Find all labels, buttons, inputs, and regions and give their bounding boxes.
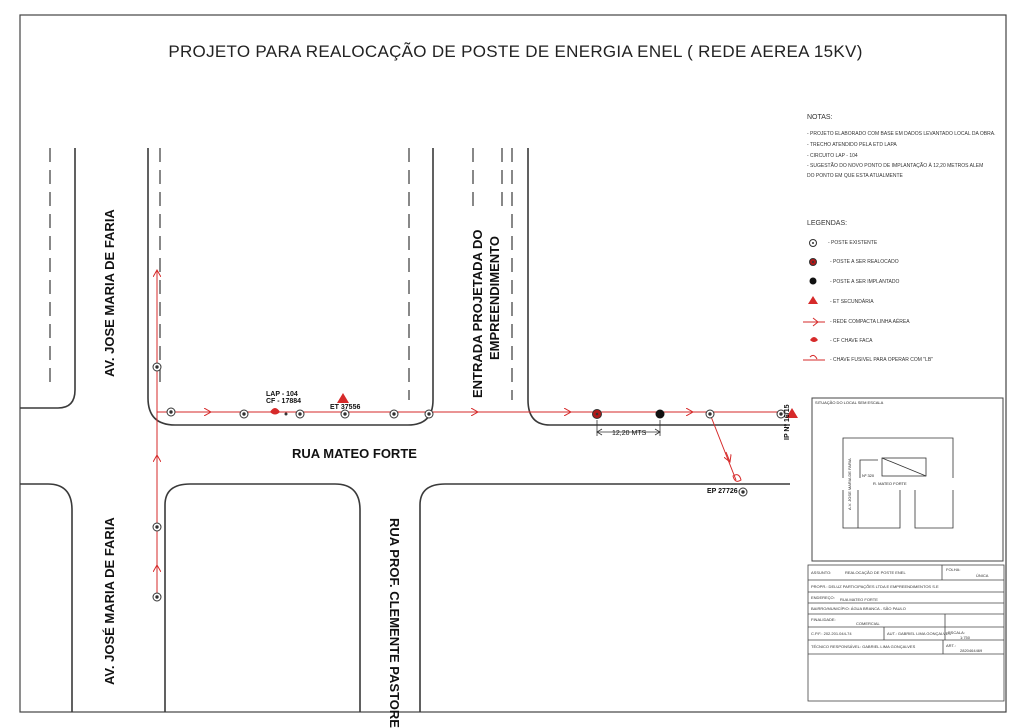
- pole-existing: [240, 410, 248, 418]
- pole-existing: [739, 488, 747, 496]
- label-ip: IP Nº 16/15: [784, 404, 791, 440]
- note-item: - PROJETO ELABORADO COM BASE EM DADOS LEVANTADO LOCAL DA OBRA.: [807, 131, 996, 137]
- tb-assunto-value: REALOCAÇÃO DE POSTE ENEL: [845, 570, 906, 575]
- pole-to-relocate: [593, 410, 602, 419]
- pole-existing: [153, 363, 161, 371]
- pole-existing: [425, 410, 433, 418]
- pole-existing: [167, 408, 175, 416]
- pole-existing: [390, 410, 398, 418]
- situacao-av-label: A.V. JOSE MARIA DE FARIA: [847, 458, 852, 510]
- situacao-frame: [812, 398, 1003, 561]
- legend-pole-existing: [810, 240, 817, 247]
- label-et: ET 37556: [330, 404, 361, 411]
- tb-finalidade-value: COMERCIAL: [856, 621, 880, 626]
- legend-item: - ET SECUNDÁRIA: [830, 299, 874, 305]
- network-branch: [710, 414, 736, 480]
- block-top-middle: [148, 148, 433, 425]
- pole-existing: [153, 593, 161, 601]
- dashed-lines: [50, 148, 512, 400]
- legend-fuse: [803, 355, 825, 360]
- fuse-switch: [733, 475, 741, 482]
- label-distance: 12,20 MTS: [612, 430, 647, 437]
- cf-switch: [270, 408, 280, 415]
- pole-to-implant: [656, 410, 665, 419]
- legend-item: - CF CHAVE FACA: [830, 338, 873, 344]
- legend-item: - POSTE A SER REALOCADO: [830, 259, 899, 265]
- existing-poles: [153, 363, 785, 601]
- situacao-heading: SITUAÇÃO DO LOCAL SEM ESCALA: [815, 400, 884, 405]
- tb-tecnico: TÉCNICO RESPONSÁVEL: GABRIEL LIMA GONÇALVES: [811, 644, 916, 649]
- page-title: PROJETO PARA REALOCAÇÃO DE POSTE DE ENERGIA ENEL ( REDE AEREA 15KV): [168, 42, 863, 61]
- label-ep: EP 27726: [707, 488, 738, 495]
- tb-aut: AUT.: GABRIEL LIMA GONÇALVES: [887, 631, 952, 636]
- note-item: - TRECHO ATENDIDO PELA ETD LAPA: [807, 142, 897, 148]
- situacao-numero: Nº 320: [862, 473, 875, 478]
- street-curbs: [20, 148, 790, 712]
- pole-existing: [706, 410, 714, 418]
- tb-cpf: C.P.F.: 202.201.044-74: [811, 631, 852, 636]
- tb-folha-key: FOLHA:: [946, 567, 961, 572]
- tb-escala-key: ESCALA:: [948, 630, 965, 635]
- legend-network: [803, 318, 825, 326]
- street-label-empreendimento: EMPREENDIMENTO: [487, 236, 502, 360]
- pole-existing: [341, 410, 349, 418]
- legend-cf: [810, 337, 818, 342]
- situacao-rua-label: R. MATEO FORTE: [873, 481, 907, 486]
- pole-existing: [296, 410, 304, 418]
- label-lap: LAP - 104: [266, 391, 298, 398]
- note-item: - CIRCUITO LAP - 104: [807, 153, 858, 159]
- tb-bairro: BAIRRO/MUNICÍPIO: ÁGUA BRANCA - SÃO PAULO: [811, 606, 906, 611]
- label-cf: CF - 17884: [266, 398, 302, 405]
- legend-heading: LEGENDAS:: [807, 220, 848, 227]
- street-label-av-top: AV. JOSE MARIA DE FARIA: [102, 209, 117, 377]
- tb-escala-value: 1:750: [960, 635, 971, 640]
- tb-assunto-key: ASSUNTO:: [811, 570, 832, 575]
- notes-heading: NOTAS:: [807, 114, 833, 121]
- legend-et: [808, 296, 818, 304]
- tb-art-value: 2820464469: [960, 648, 983, 653]
- pole-existing: [153, 523, 161, 531]
- legend-symbols: [803, 240, 825, 361]
- note-item: DO PONTO EM QUE ESTA ATUALMENTE: [807, 173, 903, 179]
- tb-finalidade-key: FINALIDADE:: [811, 617, 836, 622]
- street-label-rua-prof: RUA PROF. CLEMENTE PASTORE: [387, 518, 402, 728]
- street-label-entrada: ENTRADA PROJETADA DO: [470, 229, 485, 398]
- tb-folha-value: ÚNICA: [976, 573, 989, 578]
- street-label-av-bottom: AV. JOSÉ MARIA DE FARIA: [102, 517, 117, 685]
- legend-item: - CHAVE FUSIVEL PARA OPERAR COM "LB": [830, 357, 933, 363]
- legend-pole-new: [810, 278, 817, 285]
- legend-pole-relocate: [810, 259, 817, 266]
- street-label-rua-mateo: RUA MATEO FORTE: [292, 446, 417, 461]
- tb-endereco-value: RUA MATEO FORTE: [840, 597, 878, 602]
- et-triangle: [337, 393, 349, 403]
- legend-item: - POSTE A SER IMPLANTADO: [830, 279, 900, 285]
- tb-art-key: ART.:: [946, 643, 956, 648]
- tb-endereco-key: ENDEREÇO:: [811, 595, 835, 600]
- legend-item: - POSTE EXISTENTE: [828, 240, 878, 246]
- legend-item: - REDE COMPACTA LINHA AÉREA: [830, 319, 910, 325]
- tb-proprietario: PROPR.: DELUZ PARTICIPAÇÕES LTDA E EMPREENDIMENTOS S.E: [811, 584, 939, 589]
- note-item: - SUGESTÃO DO NOVO PONTO DE IMPLANTAÇÃO À 12,20 METROS ALEM: [807, 163, 984, 169]
